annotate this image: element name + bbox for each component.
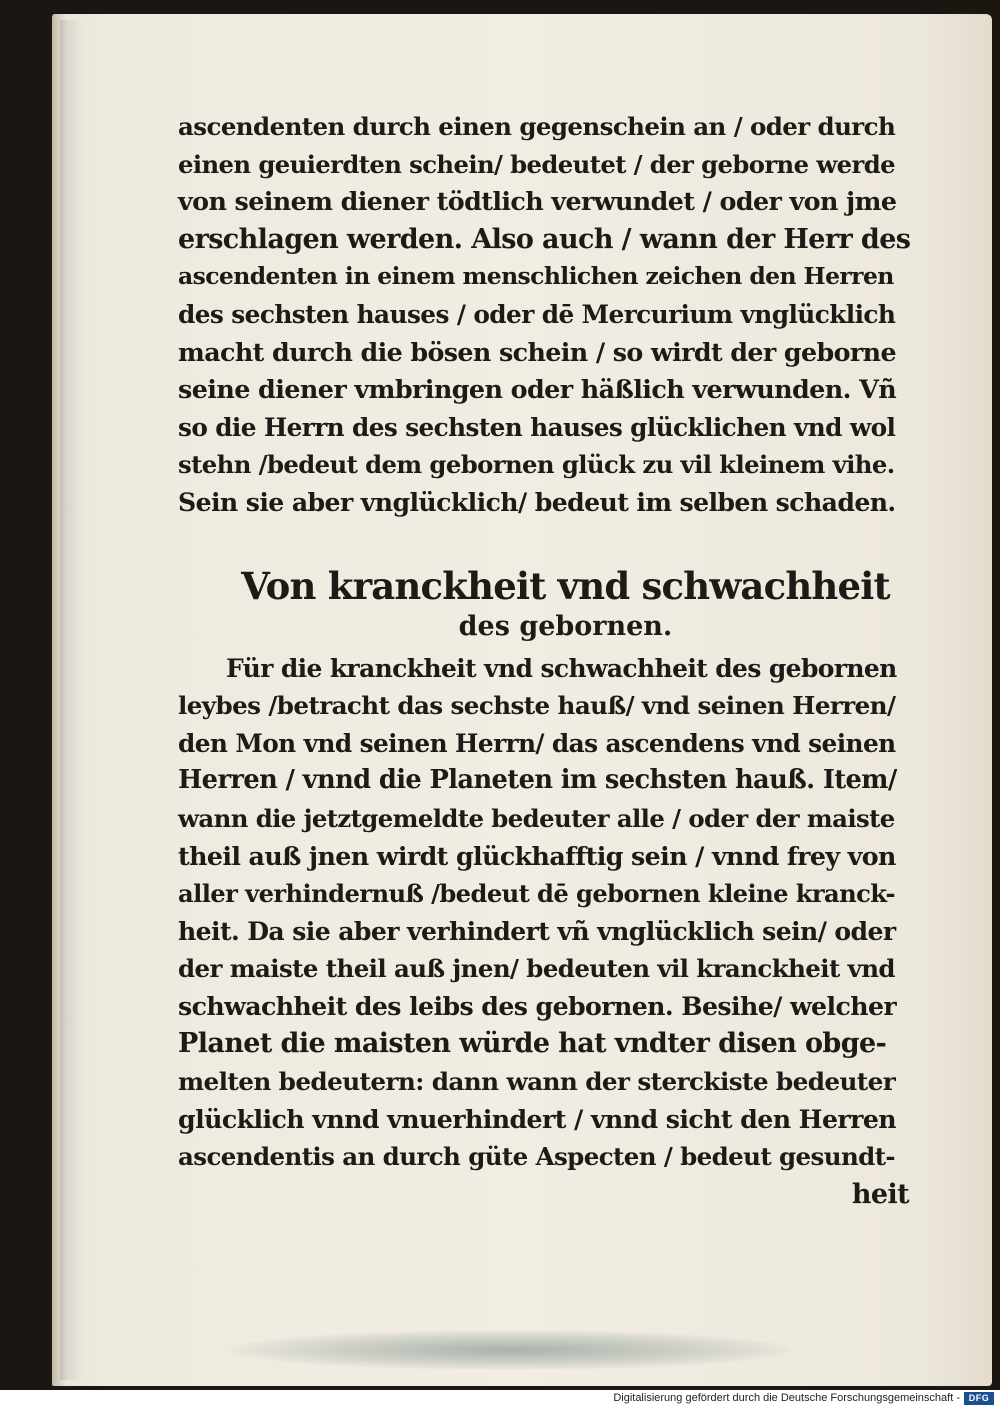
edge-stain xyxy=(60,20,82,1380)
text-line: Planet die maisten würde hat vndter disen obge- xyxy=(178,1028,887,1060)
text-line: von seinem diener tödtlich verwundet / oder von jme xyxy=(178,186,897,217)
text-line: Herren / vnnd die Planeten im sechsten hauß. Item/ xyxy=(178,765,897,796)
text-line: ascendentis an durch güte Aspecten / bedeut gesundt- xyxy=(178,1142,895,1172)
funding-notice: Digitalisierung gefördert durch die Deutsche Forschungsgemeinschaft - xyxy=(613,1392,960,1404)
dfg-logo: DFG xyxy=(964,1392,994,1405)
text-line: schwachheit des leibs des gebornen. Besihe/ welcher xyxy=(178,990,897,1021)
paragraph-1 xyxy=(178,108,913,522)
text-line: aller verhindernuß /bedeut dē gebornen kleine kranck- xyxy=(178,879,895,909)
text-line: des sechsten hauses / oder dē Mercurium vnglücklich xyxy=(178,299,896,329)
text-line: stehn /bedeut dem gebornen glück zu vil kleinem vihe. xyxy=(178,450,895,480)
text-line: seine diener vmbringen oder häßlich verwunden. Vñ xyxy=(178,374,897,405)
text-line: Für die kranckheit vnd schwachheit des gebornen xyxy=(226,653,897,683)
section-heading: Von kranckheit vnd schwachheit xyxy=(241,563,890,608)
text-line: leybes /betracht das sechste hauß/ vnd seinen Herren/ xyxy=(178,691,896,721)
text-line: ascendenten in einem menschlichen zeichen den Herren xyxy=(178,262,894,291)
text-line: der maiste theil auß jnen/ bedeuten vil kranckheit vnd xyxy=(178,954,895,984)
page-text xyxy=(178,108,913,1213)
section-subheading: des gebornen. xyxy=(458,610,673,642)
text-line: den Mon vnd seinen Herrn/ das ascendens vnd seinen xyxy=(178,728,896,758)
text-line: theil auß jnen wirdt glückhafftig sein / vnnd frey von xyxy=(178,840,896,871)
text-line: heit. Da sie aber verhindert vñ vnglücklich sein/ oder xyxy=(178,915,896,946)
text-line: macht durch die bösen schein / so wirdt der geborne xyxy=(178,336,896,367)
text-line: melten bedeutern: dann wann der sterckiste bedeuter xyxy=(178,1067,896,1097)
text-line: Sein sie aber vnglücklich/ bedeut im selben schaden. xyxy=(178,486,896,517)
paragraph-2 xyxy=(178,650,913,1214)
text-line: einen geuierdten schein/ bedeutet / der geborne werde xyxy=(178,149,895,179)
text-line: erschlagen werden. Also auch / wann der Herr des xyxy=(178,223,911,255)
text-line: wann die jetztgemeldte bedeuter alle / oder der maiste xyxy=(178,803,895,833)
text-line: glücklich vnnd vnuerhindert / vnnd sicht den Herren xyxy=(178,1103,897,1134)
footer-bar xyxy=(0,1390,1000,1408)
water-stain xyxy=(230,1330,790,1370)
text-line: so die Herrn des sechsten hauses glücklichen vnd wol xyxy=(178,412,896,442)
text-line: ascendenten durch einen gegenschein an / oder durch xyxy=(178,112,896,141)
catchword: heit xyxy=(851,1178,909,1210)
